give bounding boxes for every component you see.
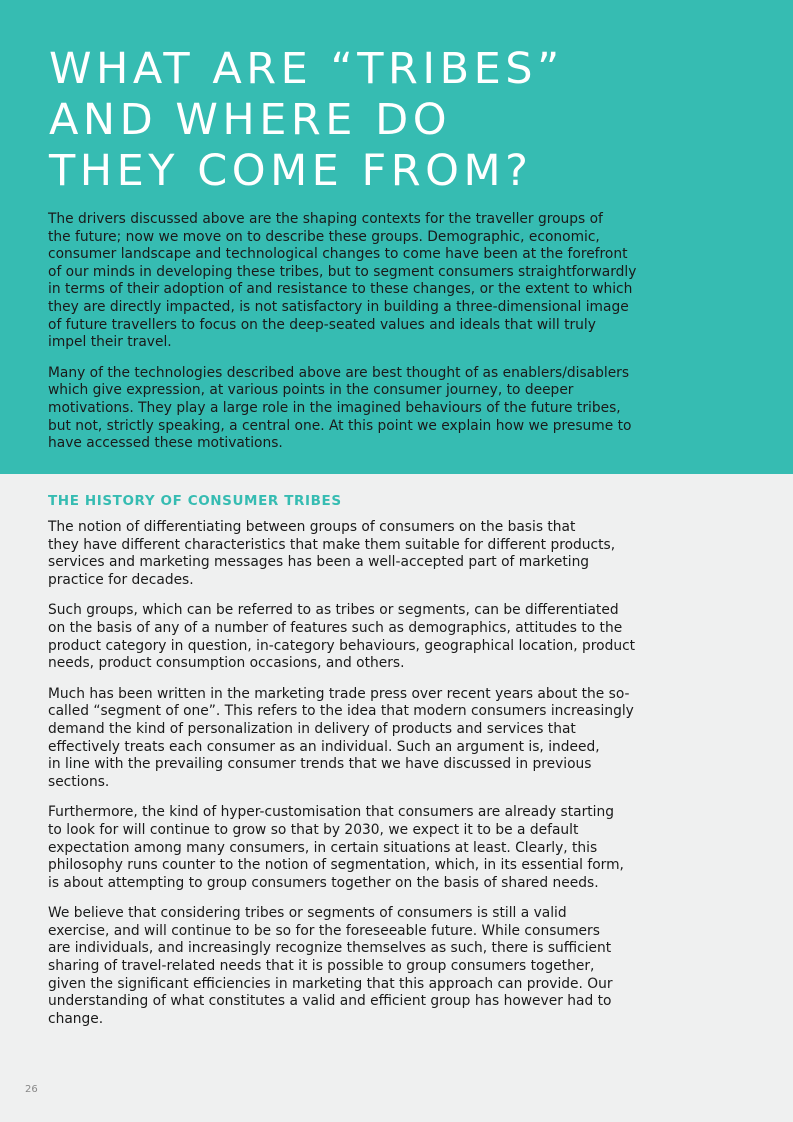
text-line: demand the kind of personalization in delivery of products and services that [48, 720, 576, 737]
text-line: but not, strictly speaking, a central one. At this point we explain how we presume to [48, 417, 632, 434]
text-line: impel their travel. [48, 334, 172, 351]
body-paragraph [48, 905, 633, 1028]
text-line: effectively treats each consumer as an individual. Such an argument is, indeed, [48, 738, 600, 755]
text-line: the future; now we move on to describe these groups. Demographic, economic, [48, 228, 600, 245]
intro-text [48, 211, 637, 466]
text-line: are individuals, and increasingly recognize themselves as such, there is sufficient [48, 940, 612, 957]
text-line: consumer landscape and technological changes to come have been at the forefront [48, 246, 628, 263]
text-line: The drivers discussed above are the shaping contexts for the traveller groups of [48, 211, 603, 227]
text-line: have accessed these motivations. [48, 435, 283, 452]
title-line: THEY COME FROM? [49, 146, 533, 196]
text-line: expectation among many consumers, in certain situations at least. Clearly, this [48, 839, 598, 856]
body-paragraph [48, 686, 633, 792]
text-line: on the basis of any of a number of features such as demographics, attitudes to the [48, 619, 623, 636]
text-line: called “segment of one”. This refers to the idea that modern consumers increasingly [48, 703, 634, 720]
body-paragraph [48, 804, 633, 892]
text-line: of our minds in developing these tribes, but to segment consumers straightforwardly [48, 263, 637, 280]
text-line: in line with the prevailing consumer trends that we have discussed in previous [48, 756, 592, 773]
text-line: services and marketing messages has been a well-accepted part of marketing [48, 554, 590, 571]
body-paragraph [48, 602, 636, 672]
header-band [0, 0, 793, 474]
text-line: given the significant efficiencies in marketing that this approach can provide. Our [48, 975, 613, 992]
text-line: Furthermore, the kind of hyper-customisation that consumers are already starting [48, 804, 614, 821]
section-heading: THE HISTORY OF CONSUMER TRIBES [48, 493, 342, 509]
text-line: We believe that considering tribes or segments of consumers is still a valid [48, 905, 567, 922]
intro-paragraph [48, 365, 633, 453]
text-line: practice for decades. [48, 571, 194, 588]
body-paragraph [48, 519, 633, 589]
history-section [48, 493, 636, 1041]
text-line: product category in question, in-category behaviours, geographical location, product [48, 637, 636, 654]
text-line: Much has been written in the marketing trade press over recent years about the so- [48, 685, 630, 702]
title-line: WHAT ARE “TRIBES” [49, 44, 564, 94]
page-title [49, 44, 669, 197]
title-line: AND WHERE DO [49, 95, 452, 145]
intro-paragraph [48, 211, 637, 352]
text-line: which give expression, at various points in the consumer journey, to deeper [48, 382, 574, 399]
text-line: they are directly impacted, is not satisfactory in building a three-dimensional image [48, 298, 629, 315]
text-line: sharing of travel-related needs that it is possible to group consumers together, [48, 958, 595, 975]
text-line: change. [48, 1010, 104, 1027]
text-line: philosophy runs counter to the notion of segmentation, which, in its essential form, [48, 857, 624, 874]
text-line: sections. [48, 773, 110, 790]
text-line: to look for will continue to grow so that by 2030, we expect it to be a default [48, 821, 579, 838]
text-line: needs, product consumption occasions, and others. [48, 655, 405, 672]
text-line: Many of the technologies described above are best thought of as enablers/disablers [48, 364, 630, 381]
text-line: they have different characteristics that make them suitable for different products, [48, 536, 616, 553]
text-line: of future travellers to focus on the deep-seated values and ideals that will truly [48, 316, 596, 333]
text-line: Such groups, which can be referred to as tribes or segments, can be differentiated [48, 602, 619, 619]
text-line: in terms of their adoption of and resistance to these changes, or the extent to which [48, 281, 633, 298]
text-line: motivations. They play a large role in the imagined behaviours of the future tribes, [48, 399, 621, 416]
text-line: The notion of differentiating between groups of consumers on the basis that [48, 519, 576, 535]
text-line: is about attempting to group consumers together on the basis of shared needs. [48, 874, 599, 891]
text-line: understanding of what constitutes a valid and efficient group has however had to [48, 993, 612, 1010]
text-line: exercise, and will continue to be so for the foreseeable future. While consumers [48, 922, 600, 939]
page-number: 26 [25, 1084, 38, 1095]
